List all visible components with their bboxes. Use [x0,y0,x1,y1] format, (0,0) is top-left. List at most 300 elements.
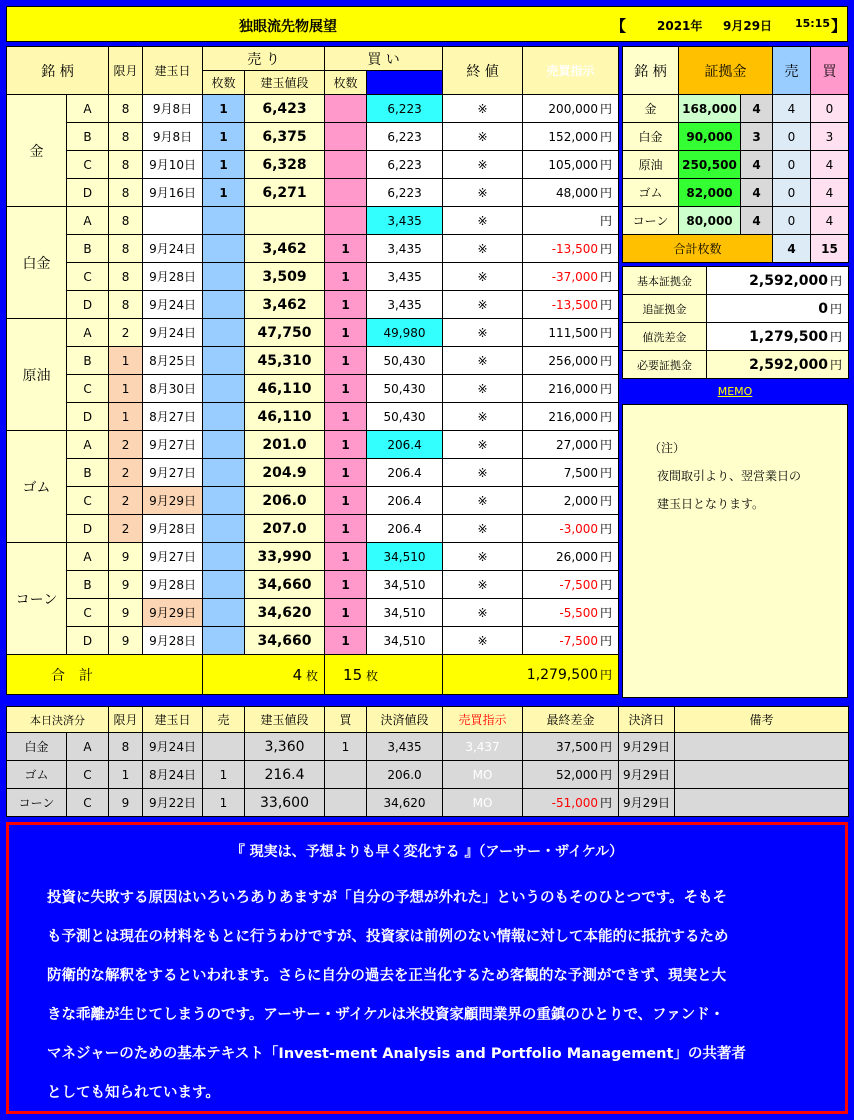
buy-count: 1 [325,431,367,459]
entry-price: 33,990 [245,543,325,571]
settle-final-diff-unit: 円 [599,768,612,782]
summary-value-number: 2,592,000 [749,357,828,373]
entry-price: 34,620 [245,599,325,627]
table-row [7,403,619,431]
memo-link[interactable]: MEMO [717,385,753,398]
sell-count: 1 [203,179,245,207]
sell-count [203,375,245,403]
entry-date: 8月30日 [143,375,203,403]
settle-name: コーン [7,789,67,817]
margin-header-sell: 売 [773,47,811,95]
summary-value [707,267,849,295]
row-letter: A [67,543,109,571]
date-bracket-close: 】 [831,17,847,35]
margin-header-margin: 証拠金 [679,47,773,95]
summary-table [622,266,849,379]
settle-header-title: 本日決済分 [7,707,109,733]
valuation-diff-value: -7,500 [559,578,599,592]
settle-date: 8月24日 [143,761,203,789]
valuation-diff [523,347,619,375]
settle-instruction: 3,437 [443,733,523,761]
table-row [7,95,619,123]
row-letter: D [67,179,109,207]
row-letter: C [67,151,109,179]
sell-count [203,347,245,375]
margin-row [623,123,849,151]
table-row [7,291,619,319]
sell-count [203,627,245,655]
col-header-price: 建玉値段 [245,71,325,95]
limit-month: 1 [109,403,143,431]
settle-header-final: 最終差金 [523,707,619,733]
table-row [7,207,619,235]
memo-line-2: 夜間取引より、翌営業日の [657,469,802,483]
limit-month: 9 [109,571,143,599]
instruction-mark: ※ [443,179,523,207]
close-price: 34,510 [367,543,443,571]
margin-amount: 250,500 [679,151,741,179]
valuation-diff-unit: 円 [600,326,613,340]
valuation-diff [523,263,619,291]
close-price: 34,510 [367,571,443,599]
valuation-diff-unit: 円 [600,158,613,172]
sell-count [203,599,245,627]
entry-price: 6,423 [245,95,325,123]
valuation-diff-unit: 円 [600,186,613,200]
margin-name: ゴム [623,179,679,207]
valuation-diff-unit: 円 [600,466,613,480]
table-row [7,263,619,291]
quote-line: としても知られています。 [47,1085,220,1101]
summary-row [623,351,849,379]
table-row [7,319,619,347]
settle-row [7,761,849,789]
quote-body [47,879,817,1113]
title-bar [6,6,848,42]
col-header-close: 終 値 [443,47,523,95]
close-price: 3,435 [367,207,443,235]
memo-box [622,404,848,698]
close-price: 206.4 [367,515,443,543]
margin-amount: 168,000 [679,95,741,123]
close-price: 6,223 [367,123,443,151]
col-header-limit: 限月 [109,47,143,95]
valuation-diff-value: 7,500 [563,466,599,480]
summary-value-unit: 円 [829,358,842,372]
close-price: 3,435 [367,235,443,263]
buy-count: 1 [325,515,367,543]
summary-label: 追証拠金 [623,295,707,323]
summary-value-unit: 円 [829,330,842,344]
valuation-diff [523,431,619,459]
table-row [7,123,619,151]
valuation-diff [523,599,619,627]
quote-box [6,822,848,1114]
entry-date: 9月8日 [143,123,203,151]
buy-count: 1 [325,571,367,599]
margin-amount: 90,000 [679,123,741,151]
buy-count: 1 [325,319,367,347]
settle-letter: C [67,789,109,817]
commodity-name: 白金 [7,207,67,319]
valuation-diff-unit: 円 [600,410,613,424]
entry-date: 8月25日 [143,347,203,375]
valuation-diff [523,95,619,123]
valuation-diff-unit: 円 [600,270,613,284]
quote-line: きな乖離が生じてしまうのです。アーサー・ザイケルは米投資家顧問業界の重鎮のひとりで、ファンド・ [47,1007,725,1023]
commodity-name: 原油 [7,319,67,431]
entry-price: 201.0 [245,431,325,459]
memo-title-bar [622,380,848,402]
quote-line: も予測とは現在の材料をもとに行うわけですが、投資家は前例のない情報に対して本能的に抵抗するため [47,929,729,945]
entry-date: 9月28日 [143,263,203,291]
limit-month: 2 [109,319,143,347]
sell-count [203,207,245,235]
margin-name: コーン [623,207,679,235]
summary-value [707,323,849,351]
valuation-diff-unit: 円 [600,578,613,592]
settle-sell: 1 [203,789,245,817]
valuation-diff [523,459,619,487]
valuation-diff-value: 256,000 [548,354,599,368]
settle-note [675,733,849,761]
quote-line: 投資に失敗する原因はいろいろありあますが「自分の予想が外れた」というのもそのひとつです。そもそ [47,890,728,906]
total-sell-value: 4 [292,665,303,684]
settle-note [675,761,849,789]
settle-instruction: MO [443,761,523,789]
settle-instruction: MO [443,789,523,817]
settle-final-diff-unit: 円 [599,740,612,754]
memo-line-1: （注） [649,441,686,455]
row-letter: B [67,571,109,599]
instruction-mark: ※ [443,235,523,263]
total-sell-unit: 枚 [302,668,319,683]
settle-settle-price: 3,435 [367,733,443,761]
instruction-mark: ※ [443,599,523,627]
instruction-mark: ※ [443,543,523,571]
valuation-diff [523,151,619,179]
buy-count: 1 [325,291,367,319]
settle-settle-price: 206.0 [367,761,443,789]
entry-price: 206.0 [245,487,325,515]
entry-date: 9月24日 [143,291,203,319]
margin-count: 3 [741,123,773,151]
sell-count [203,263,245,291]
buy-count: 1 [325,627,367,655]
instruction-mark: ※ [443,571,523,599]
settle-buy [325,789,367,817]
margin-buy: 0 [811,95,849,123]
valuation-diff-unit: 円 [600,522,613,536]
summary-value [707,351,849,379]
valuation-diff [523,375,619,403]
col-header-name: 銘 柄 [7,47,109,95]
summary-value [707,295,849,323]
entry-date [143,207,203,235]
limit-month: 8 [109,151,143,179]
settle-settle-date: 9月29日 [619,789,675,817]
row-letter: D [67,291,109,319]
margin-count: 4 [741,151,773,179]
valuation-diff [523,571,619,599]
settle-final-diff [523,761,619,789]
limit-month: 2 [109,459,143,487]
entry-price: 46,110 [245,403,325,431]
summary-row [623,267,849,295]
summary-row [623,323,849,351]
close-price: 50,430 [367,347,443,375]
total-buy [325,655,443,695]
row-letter: D [67,627,109,655]
limit-month: 8 [109,123,143,151]
valuation-diff-unit: 円 [600,242,613,256]
row-letter: C [67,263,109,291]
close-price: 34,510 [367,599,443,627]
table-row [7,431,619,459]
table-row [7,487,619,515]
sell-count [203,431,245,459]
margin-sell: 4 [773,95,811,123]
margin-amount: 80,000 [679,207,741,235]
valuation-diff-unit: 円 [600,438,613,452]
summary-label: 必要証拠金 [623,351,707,379]
margin-sell: 0 [773,123,811,151]
buy-count [325,151,367,179]
margin-count: 4 [741,95,773,123]
settle-header-sell: 売 [203,707,245,733]
close-price: 50,430 [367,375,443,403]
buy-count: 1 [325,599,367,627]
settle-date: 9月24日 [143,733,203,761]
sell-count: 1 [203,123,245,151]
settle-limit: 9 [109,789,143,817]
positions-table [6,46,619,695]
settle-final-diff [523,789,619,817]
margin-buy: 4 [811,207,849,235]
close-price: 206.4 [367,459,443,487]
table-row [7,515,619,543]
limit-month: 9 [109,543,143,571]
buy-count [325,179,367,207]
page-title: 独眼流先物展望 [239,19,337,35]
limit-month: 2 [109,487,143,515]
settle-settle-price: 34,620 [367,789,443,817]
table-row [7,151,619,179]
buy-count: 1 [325,403,367,431]
entry-date: 9月8日 [143,95,203,123]
settle-final-diff [523,733,619,761]
valuation-diff-unit: 円 [600,550,613,564]
entry-price: 45,310 [245,347,325,375]
settle-header-date: 建玉日 [143,707,203,733]
valuation-diff [523,403,619,431]
row-letter: B [67,347,109,375]
valuation-diff-value: 2,000 [563,494,599,508]
margin-name: 白金 [623,123,679,151]
total-buy-unit: 枚 [362,668,378,683]
valuation-diff [523,207,619,235]
table-row [7,235,619,263]
sell-count: 1 [203,95,245,123]
margin-buy: 4 [811,179,849,207]
sell-count [203,319,245,347]
margin-sell: 0 [773,151,811,179]
margin-name: 金 [623,95,679,123]
valuation-diff-unit: 円 [600,634,613,648]
valuation-diff [523,487,619,515]
close-price: 6,223 [367,95,443,123]
instruction-header-button[interactable]: 売買指示 [523,47,619,95]
commodity-name: ゴム [7,431,67,543]
entry-date: 9月28日 [143,515,203,543]
entry-date: 9月29日 [143,599,203,627]
row-letter: A [67,319,109,347]
entry-date: 9月24日 [143,235,203,263]
table-row [7,627,619,655]
date-bracket-open: 【 [611,17,627,35]
entry-price: 3,509 [245,263,325,291]
valuation-diff-unit: 円 [600,214,613,228]
instruction-mark: ※ [443,515,523,543]
valuation-diff [523,543,619,571]
entry-price: 46,110 [245,375,325,403]
summary-value-number: 0 [818,301,828,317]
total-buy-value: 15 [343,665,363,684]
limit-month: 8 [109,207,143,235]
settle-settle-date: 9月29日 [619,733,675,761]
sell-count [203,459,245,487]
close-price: 3,435 [367,263,443,291]
margin-total-row [623,235,849,263]
buy-count [325,95,367,123]
margin-total-buy: 15 [811,235,849,263]
valuation-diff [523,179,619,207]
valuation-diff-unit: 円 [600,130,613,144]
settle-sell: 1 [203,761,245,789]
margin-table [622,46,849,263]
date-month-day: 9月29日 [723,19,773,33]
settle-buy: 1 [325,733,367,761]
close-price: 206.4 [367,431,443,459]
margin-count: 4 [741,179,773,207]
limit-month: 8 [109,235,143,263]
buy-count: 1 [325,543,367,571]
entry-date: 9月28日 [143,571,203,599]
valuation-diff [523,123,619,151]
close-price: 6,223 [367,179,443,207]
sell-count [203,291,245,319]
sell-count [203,235,245,263]
valuation-diff-value: -5,500 [559,606,599,620]
margin-header-name: 銘 柄 [623,47,679,95]
margin-name: 原油 [623,151,679,179]
valuation-diff [523,319,619,347]
instruction-mark: ※ [443,207,523,235]
entry-price: 6,328 [245,151,325,179]
valuation-diff-value: 48,000 [556,186,599,200]
settle-row [7,733,849,761]
settle-header-limit: 限月 [109,707,143,733]
sell-count [203,571,245,599]
entry-price: 34,660 [245,571,325,599]
row-letter: C [67,599,109,627]
settlement-table [6,706,849,817]
table-row [7,459,619,487]
settle-header-settle-date: 決済日 [619,707,675,733]
valuation-diff [523,515,619,543]
limit-month: 8 [109,263,143,291]
valuation-diff-value: 152,000 [548,130,599,144]
table-row [7,347,619,375]
settle-name: ゴム [7,761,67,789]
instruction-mark: ※ [443,151,523,179]
col-header-buy-count: 枚数 [325,71,367,95]
col-header-sell-count: 枚数 [203,71,245,95]
row-letter: D [67,403,109,431]
margin-count: 4 [741,207,773,235]
row-letter: A [67,95,109,123]
settle-letter: A [67,733,109,761]
instruction-mark: ※ [443,459,523,487]
settle-final-diff-value: 37,500 [556,740,598,754]
valuation-diff-value: -13,500 [551,298,599,312]
row-letter: B [67,459,109,487]
valuation-diff-value: 216,000 [548,382,599,396]
summary-row [623,295,849,323]
limit-month: 1 [109,375,143,403]
settle-price: 33,600 [245,789,325,817]
summary-label: 値洗差金 [623,323,707,351]
settle-buy [325,761,367,789]
margin-row [623,179,849,207]
valuation-diff-unit: 円 [600,382,613,396]
limit-month: 9 [109,627,143,655]
settle-price: 3,360 [245,733,325,761]
instruction-mark: ※ [443,403,523,431]
close-price: 34,510 [367,627,443,655]
table-row [7,571,619,599]
entry-date: 8月27日 [143,403,203,431]
buy-count: 1 [325,263,367,291]
entry-price: 204.9 [245,459,325,487]
margin-total-label: 合計枚数 [623,235,773,263]
limit-month: 2 [109,515,143,543]
valuation-diff-value: -13,500 [551,242,599,256]
summary-value-number: 1,279,500 [749,329,828,345]
limit-month: 8 [109,179,143,207]
entry-price: 207.0 [245,515,325,543]
entry-date: 9月27日 [143,459,203,487]
limit-month: 2 [109,431,143,459]
table-row [7,179,619,207]
entry-date: 9月27日 [143,431,203,459]
buy-count [325,123,367,151]
total-label: 合 計 [7,655,203,695]
settle-final-diff-unit: 円 [599,796,612,810]
buy-count: 1 [325,235,367,263]
row-letter: C [67,375,109,403]
margin-row [623,207,849,235]
valuation-diff-value: 105,000 [548,158,599,172]
buy-count: 1 [325,375,367,403]
valuation-diff-unit: 円 [600,354,613,368]
sell-count [203,487,245,515]
entry-price [245,207,325,235]
quote-line: マネジャーのための基本テキスト「Invest-ment Analysis and Portfolio Management」の共著者 [47,1046,746,1062]
row-letter: C [67,487,109,515]
col-header-sell: 売 り [203,47,325,71]
summary-value-unit: 円 [829,302,842,316]
